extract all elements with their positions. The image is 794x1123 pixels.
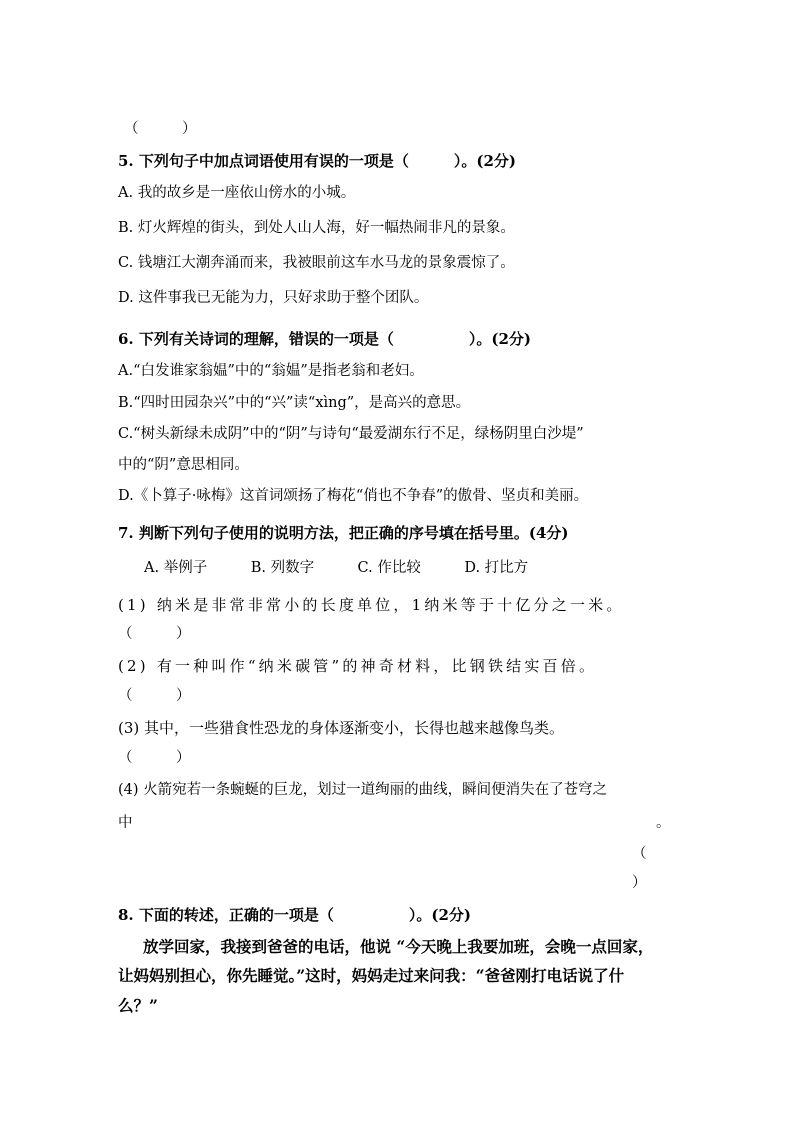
q7-item-4: (4) 火箭宛若一条蜿蜒的巨龙，划过一道绚丽的曲线，瞬间便消失在了苍穹之 xyxy=(118,782,608,798)
question-6-stem: 6. 下列有关诗词的理解，错误的一项是（ ）。(2分) xyxy=(118,330,532,348)
q7-item-1: (1) 纳米是非常非常小的长度单位，1纳米等于十亿分之一米。 xyxy=(118,596,625,614)
q7-item-4-period: 。 xyxy=(656,815,671,831)
q8-paragraph-line-2: 让妈妈别担心，你先睡觉。”这时，妈妈走过来问我：“爸爸刚打电话说了什 xyxy=(118,966,625,985)
q5-option-b: B. 灯火辉煌的街头，到处人山人海，好一幅热闹非凡的景象。 xyxy=(118,220,515,236)
q7-item-3-blank: （ ） xyxy=(118,750,191,766)
q7-item-4-blank-open: （ xyxy=(632,846,647,862)
q7-item-2: (2) 有一种叫作“纳米碳管”的神奇材料，比钢铁结实百倍。 xyxy=(118,657,598,675)
q6-option-b: B.“四时田园杂兴”中的“兴”读“xìng”，是高兴的意思。 xyxy=(118,395,471,411)
q5-option-c: C. 钱塘江大潮奔涌而来，我被眼前这车水马龙的景象震惊了。 xyxy=(118,255,515,271)
q5-option-a: A. 我的故乡是一座依山傍水的小城。 xyxy=(118,185,356,201)
q7-choices: A. 举例子 B. 列数字 C. 作比较 D. 打比方 xyxy=(144,560,529,576)
q7-item-1-blank: （ ） xyxy=(118,626,191,642)
q7-item-4-cont: 中 xyxy=(118,815,133,831)
blank-brackets: （ ） xyxy=(124,121,197,137)
q7-item-2-blank: （ ） xyxy=(118,688,191,704)
question-8-stem: 8. 下面的转述，正确的一项是（ ）。(2分) xyxy=(118,906,472,924)
q5-option-d: D. 这件事我已无能为力，只好求助于整个团队。 xyxy=(118,290,429,306)
q7-item-4-blank-close: ） xyxy=(632,875,647,891)
q7-item-3: (3) 其中，一些猎食性恐龙的身体逐渐变小，长得也越来越像鸟类。 xyxy=(118,719,565,737)
q6-option-c-cont: 中的“阴”意思相同。 xyxy=(118,457,249,473)
q6-option-a: A.“白发谁家翁媪”中的“翁媪”是指老翁和老妇。 xyxy=(118,363,424,379)
q6-option-c: C.“树头新绿未成阴”中的“阴”与诗句“最爱湖东行不足，绿杨阴里白沙堤” xyxy=(118,426,584,442)
question-7-stem: 7. 判断下列句子使用的说明方法，把正确的序号填在括号里。(4分) xyxy=(118,524,569,542)
q6-option-d: D.《卜算子·咏梅》这首词颂扬了梅花“俏也不争春”的傲骨、坚贞和美丽。 xyxy=(118,488,589,504)
question-5-stem: 5. 下列句子中加点词语使用有误的一项是（ ）。(2分) xyxy=(118,152,517,170)
q8-paragraph-line-1: 放学回家，我接到爸爸的电话，他说 “今天晚上我要加班，会晚一点回家， xyxy=(143,937,654,956)
q8-paragraph-line-3: 么？” xyxy=(118,996,158,1015)
